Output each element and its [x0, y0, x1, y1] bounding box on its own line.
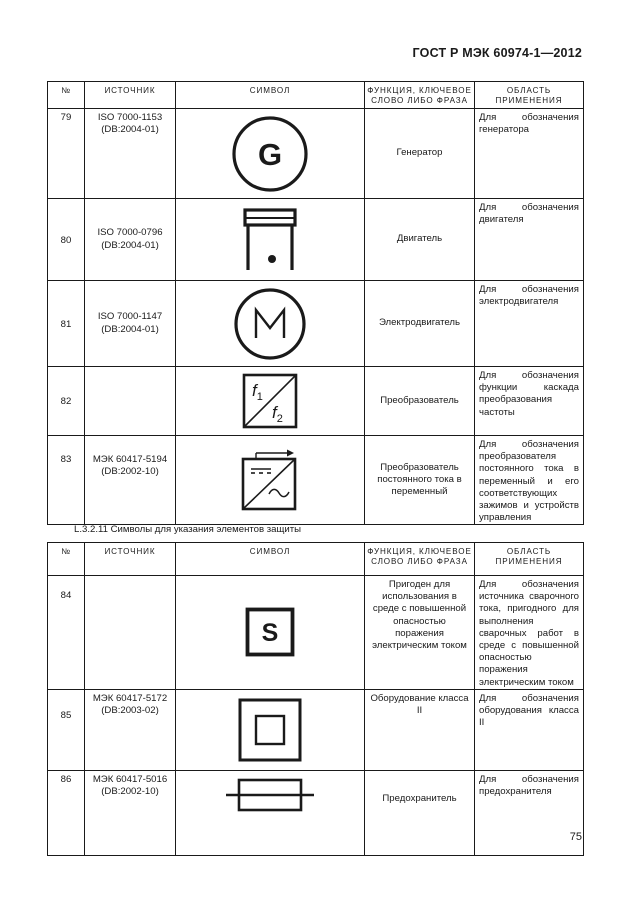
- row-source: МЭК 60417-5016 (DB:2002-10): [85, 770, 176, 855]
- row-number: 82: [48, 367, 85, 436]
- column-header-function: ФУНКЦИЯ, КЛЮЧЕВОЕ СЛОВО ЛИБО ФРАЗА: [365, 543, 475, 576]
- table-row: [48, 199, 584, 281]
- table-row: [48, 576, 584, 690]
- row-number: 79: [48, 109, 85, 199]
- row-function: Оборудование класса II: [365, 689, 475, 770]
- column-header-num: №: [48, 543, 85, 576]
- symbols-table-2: [47, 542, 584, 856]
- class-ii-icon: [238, 698, 302, 762]
- svg-text:G: G: [257, 136, 283, 172]
- row-number: 85: [48, 689, 85, 770]
- row-function: Пригоден для использования в среде с повышенной опасностью поражения электрическим током: [365, 576, 475, 690]
- row-function: Электродвигатель: [365, 281, 475, 367]
- row-symbol: [176, 281, 365, 367]
- document-code: ГОСТ Р МЭК 60974-1—2012: [412, 46, 582, 60]
- row-symbol: [176, 689, 365, 770]
- row-application: Для обозначения предохранителя: [475, 770, 584, 855]
- row-number: 84: [48, 576, 85, 690]
- row-symbol: [176, 367, 365, 436]
- s-mark-icon: [245, 607, 295, 657]
- page-number: 75: [569, 831, 582, 843]
- svg-text:f1: $f_1$: [252, 381, 263, 403]
- row-function: Двигатель: [365, 199, 475, 281]
- row-number: 83: [48, 436, 85, 525]
- dc-ac-converter-icon: [239, 448, 301, 512]
- column-header-application: ОБЛАСТЬ ПРИМЕНЕНИЯ: [475, 543, 584, 576]
- row-application: Для обозначения двигателя: [475, 199, 584, 281]
- table-row: [48, 689, 584, 770]
- row-application: Для обозначения источника сварочного тока, пригодного для выполнения сварочных работ в среде с повышенной опасностью поражения электрическим током: [475, 576, 584, 690]
- row-source: МЭК 60417-5172 (DB:2003-02): [85, 689, 176, 770]
- row-application: Для обозначения оборудования класса II: [475, 689, 584, 770]
- row-application: Для обозначения функции каскада преобразования частоты: [475, 367, 584, 436]
- row-symbol: [176, 436, 365, 525]
- row-function: Преобразователь постоянного тока в переменный: [365, 436, 475, 525]
- engine-icon: [240, 207, 300, 273]
- table-row: [48, 436, 584, 525]
- row-application: Для обозначения преобразователя постоянного тока в переменный и его соответствующих зажимов и устройств управления: [475, 436, 584, 525]
- row-source: ISO 7000-1147 (DB:2004-01): [85, 281, 176, 367]
- row-source: [85, 367, 176, 436]
- row-symbol: [176, 576, 365, 690]
- row-function: Генератор: [365, 109, 475, 199]
- row-number: 80: [48, 199, 85, 281]
- row-function: Предохранитель: [365, 770, 475, 855]
- row-source: [85, 576, 176, 690]
- row-number: 81: [48, 281, 85, 367]
- column-header-application: ОБЛАСТЬ ПРИМЕНЕНИЯ: [475, 82, 584, 109]
- svg-text:f2: $f_2$: [272, 403, 283, 425]
- row-number: 86: [48, 770, 85, 855]
- column-header-function: ФУНКЦИЯ, КЛЮЧЕВОЕ СЛОВО ЛИБО ФРАЗА: [365, 82, 475, 109]
- table-row: [48, 367, 584, 436]
- column-header-num: №: [48, 82, 85, 109]
- svg-text:S: S: [261, 619, 279, 648]
- row-application: Для обозначения электродвигателя: [475, 281, 584, 367]
- table-row: [48, 281, 584, 367]
- column-header-source: ИСТОЧНИК: [85, 82, 176, 109]
- table-row: [48, 109, 584, 199]
- column-header-source: ИСТОЧНИК: [85, 543, 176, 576]
- table-row: [48, 770, 584, 855]
- table-header-row: [48, 543, 584, 576]
- frequency-converter-icon: [241, 372, 299, 430]
- row-symbol: [176, 770, 365, 855]
- fuse-icon: [225, 775, 315, 815]
- generator-icon: [230, 114, 310, 194]
- row-application: Для обозначения генератора: [475, 109, 584, 199]
- row-symbol: [176, 199, 365, 281]
- table-header-row: [48, 82, 584, 109]
- row-function: Преобразователь: [365, 367, 475, 436]
- row-symbol: [176, 109, 365, 199]
- column-header-symbol: СИМВОЛ: [176, 82, 365, 109]
- row-source: ISO 7000-0796 (DB:2004-01): [85, 199, 176, 281]
- section-title: L.3.2.11 Символы для указания элементов защиты: [74, 524, 302, 535]
- symbols-table-1: [47, 81, 584, 525]
- electric-motor-icon: [232, 286, 308, 362]
- row-source: ISO 7000-1153 (DB:2004-01): [85, 109, 176, 199]
- column-header-symbol: СИМВОЛ: [176, 543, 365, 576]
- row-source: МЭК 60417-5194 (DB:2002-10): [85, 436, 176, 525]
